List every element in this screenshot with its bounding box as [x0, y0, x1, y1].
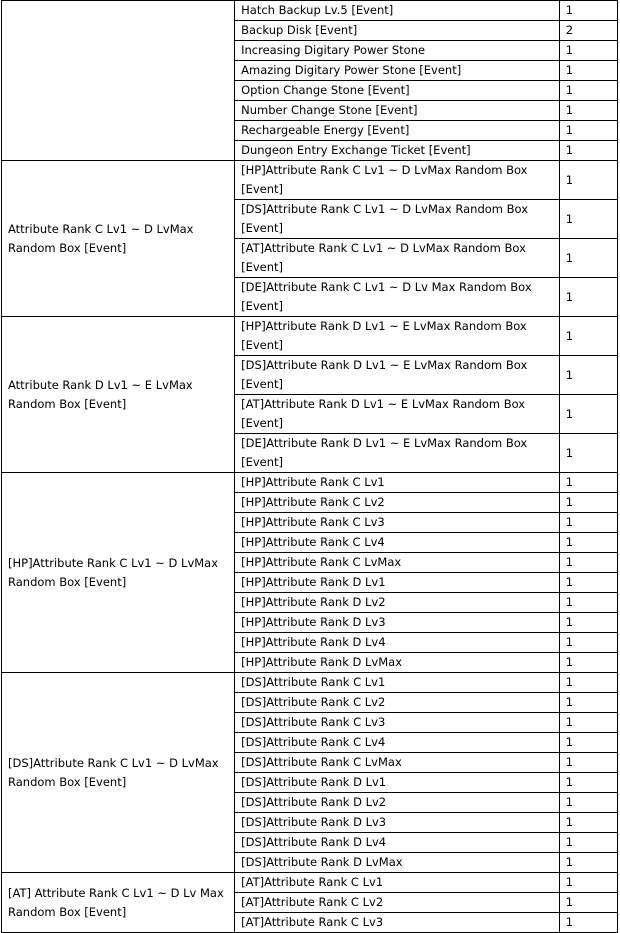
- quantity-cell: 1: [559, 553, 617, 573]
- quantity-cell: 1: [559, 673, 617, 693]
- quantity-cell: 1: [559, 1, 617, 21]
- quantity-cell: 1: [559, 893, 617, 913]
- item-name-cell: [HP]Attribute Rank D Lv4: [235, 633, 560, 653]
- table-row: [2, 873, 618, 893]
- quantity-cell: 1: [559, 356, 617, 395]
- quantity-cell: 1: [559, 533, 617, 553]
- quantity-cell: 1: [559, 653, 617, 673]
- item-name-cell: Hatch Backup Lv.5 [Event]: [235, 1, 560, 21]
- quantity-cell: 1: [559, 141, 617, 161]
- reward-table-body: [2, 1, 618, 933]
- item-name-cell: Backup Disk [Event]: [235, 21, 560, 41]
- quantity-cell: 1: [559, 693, 617, 713]
- quantity-cell: 1: [559, 853, 617, 873]
- box-name-cell: [HP]Attribute Rank C Lv1 ~ D LvMax Random Box [Event]: [2, 473, 235, 673]
- item-name-cell: [HP]Attribute Rank D Lv1 ~ E LvMax Random Box [Event]: [235, 317, 560, 356]
- box-name-cell: [DS]Attribute Rank C Lv1 ~ D LvMax Random Box [Event]: [2, 673, 235, 873]
- quantity-cell: 1: [559, 41, 617, 61]
- item-name-cell: [AT]Attribute Rank C Lv3: [235, 913, 560, 933]
- item-name-cell: [AT]Attribute Rank C Lv1: [235, 873, 560, 893]
- item-name-cell: [HP]Attribute Rank D Lv1: [235, 573, 560, 593]
- quantity-cell: 1: [559, 613, 617, 633]
- item-name-cell: [AT]Attribute Rank C Lv1 ~ D LvMax Random Box [Event]: [235, 239, 560, 278]
- item-name-cell: Increasing Digitary Power Stone: [235, 41, 560, 61]
- table-row: [2, 473, 618, 493]
- quantity-cell: 1: [559, 278, 617, 317]
- box-name-cell: Attribute Rank C Lv1 ~ D LvMax Random Box [Event]: [2, 161, 235, 317]
- quantity-cell: 1: [559, 873, 617, 893]
- quantity-cell: 1: [559, 633, 617, 653]
- quantity-cell: 1: [559, 713, 617, 733]
- quantity-cell: 1: [559, 434, 617, 473]
- item-name-cell: Number Change Stone [Event]: [235, 101, 560, 121]
- quantity-cell: 1: [559, 161, 617, 200]
- table-row: [2, 673, 618, 693]
- item-name-cell: Option Change Stone [Event]: [235, 81, 560, 101]
- quantity-cell: 1: [559, 493, 617, 513]
- item-name-cell: [AT]Attribute Rank D Lv1 ~ E LvMax Random Box [Event]: [235, 395, 560, 434]
- item-name-cell: [AT]Attribute Rank C Lv2: [235, 893, 560, 913]
- quantity-cell: 1: [559, 913, 617, 933]
- item-name-cell: [HP]Attribute Rank D Lv3: [235, 613, 560, 633]
- item-name-cell: Amazing Digitary Power Stone [Event]: [235, 61, 560, 81]
- item-name-cell: Dungeon Entry Exchange Ticket [Event]: [235, 141, 560, 161]
- quantity-cell: 2: [559, 21, 617, 41]
- item-name-cell: [HP]Attribute Rank C Lv1 ~ D LvMax Random Box [Event]: [235, 161, 560, 200]
- quantity-cell: 1: [559, 317, 617, 356]
- item-name-cell: Rechargeable Energy [Event]: [235, 121, 560, 141]
- quantity-cell: 1: [559, 473, 617, 493]
- quantity-cell: 1: [559, 395, 617, 434]
- reward-table: [1, 0, 618, 933]
- item-name-cell: [HP]Attribute Rank D LvMax: [235, 653, 560, 673]
- quantity-cell: 1: [559, 733, 617, 753]
- quantity-cell: 1: [559, 573, 617, 593]
- item-name-cell: [DS]Attribute Rank D Lv1 ~ E LvMax Random Box [Event]: [235, 356, 560, 395]
- item-name-cell: [DS]Attribute Rank D Lv3: [235, 813, 560, 833]
- item-name-cell: [DS]Attribute Rank C Lv4: [235, 733, 560, 753]
- item-name-cell: [HP]Attribute Rank C Lv2: [235, 493, 560, 513]
- item-name-cell: [DS]Attribute Rank D Lv1: [235, 773, 560, 793]
- item-name-cell: [HP]Attribute Rank C LvMax: [235, 553, 560, 573]
- table-row: [2, 1, 618, 21]
- box-name-cell: [AT] Attribute Rank C Lv1 ~ D Lv Max Random Box [Event]: [2, 873, 235, 933]
- quantity-cell: 1: [559, 513, 617, 533]
- quantity-cell: 1: [559, 753, 617, 773]
- item-name-cell: [DE]Attribute Rank C Lv1 ~ D Lv Max Random Box [Event]: [235, 278, 560, 317]
- quantity-cell: 1: [559, 793, 617, 813]
- table-row: [2, 317, 618, 356]
- quantity-cell: 1: [559, 813, 617, 833]
- item-name-cell: [HP]Attribute Rank C Lv1: [235, 473, 560, 493]
- table-row: [2, 161, 618, 200]
- item-name-cell: [HP]Attribute Rank D Lv2: [235, 593, 560, 613]
- quantity-cell: 1: [559, 593, 617, 613]
- item-name-cell: [HP]Attribute Rank C Lv4: [235, 533, 560, 553]
- quantity-cell: 1: [559, 101, 617, 121]
- item-name-cell: [DS]Attribute Rank D Lv4: [235, 833, 560, 853]
- item-name-cell: [DS]Attribute Rank D LvMax: [235, 853, 560, 873]
- item-name-cell: [DS]Attribute Rank C LvMax: [235, 753, 560, 773]
- item-name-cell: [HP]Attribute Rank C Lv3: [235, 513, 560, 533]
- item-name-cell: [DS]Attribute Rank C Lv2: [235, 693, 560, 713]
- quantity-cell: 1: [559, 833, 617, 853]
- item-name-cell: [DS]Attribute Rank D Lv2: [235, 793, 560, 813]
- item-name-cell: [DS]Attribute Rank C Lv1: [235, 673, 560, 693]
- item-name-cell: [DE]Attribute Rank D Lv1 ~ E LvMax Random Box [Event]: [235, 434, 560, 473]
- item-name-cell: [DS]Attribute Rank C Lv1 ~ D LvMax Random Box [Event]: [235, 200, 560, 239]
- quantity-cell: 1: [559, 61, 617, 81]
- quantity-cell: 1: [559, 81, 617, 101]
- item-name-cell: [DS]Attribute Rank C Lv3: [235, 713, 560, 733]
- quantity-cell: 1: [559, 121, 617, 141]
- quantity-cell: 1: [559, 200, 617, 239]
- box-name-cell: [2, 1, 235, 161]
- quantity-cell: 1: [559, 239, 617, 278]
- quantity-cell: 1: [559, 773, 617, 793]
- box-name-cell: Attribute Rank D Lv1 ~ E LvMax Random Box [Event]: [2, 317, 235, 473]
